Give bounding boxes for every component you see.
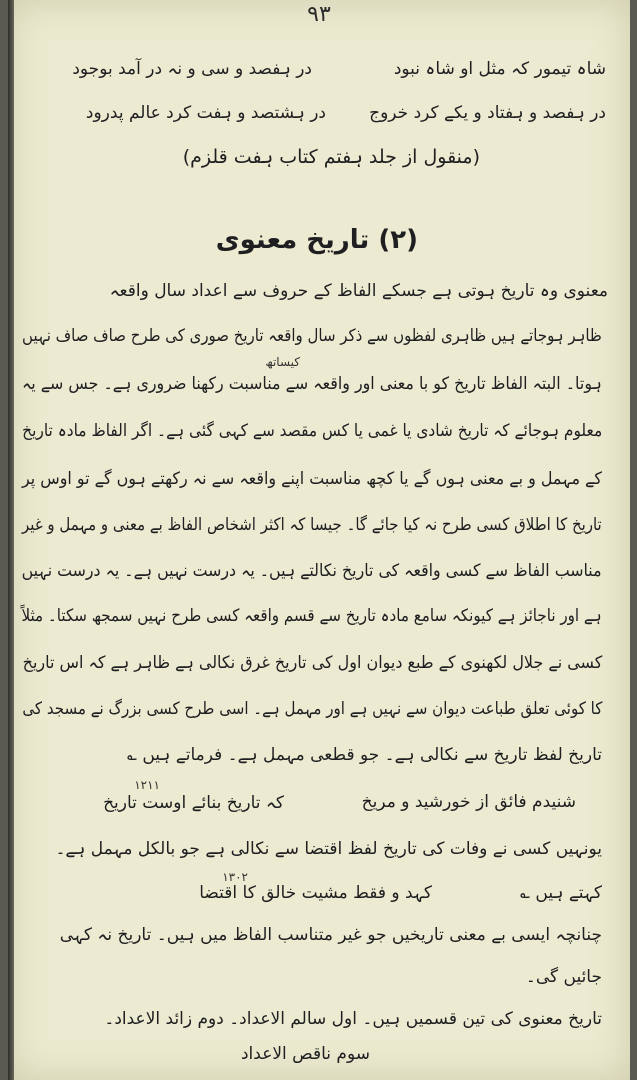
book-page (8, 0, 630, 1080)
verse-mid-right: شنیدم فائق از خورشید و مریخ (361, 792, 576, 812)
body-line: کہتے ہیں ؎ (520, 883, 602, 903)
body-line: کا کوئی تعلق طباعت دیوان سے نہیں ہے اور مہمل ہے۔ اسی طرح کسی بزرگ نے مسجد کی (21, 699, 602, 719)
body-line: کسی نے جلال لکھنوی کے طبع دیوان اول کی تاریخ غرق نکالی ہے ظاہر ہے کہ اس تاریخ (22, 653, 602, 673)
body-line: ظاہر ہوجاتے ہیں ظاہری لفظوں سے ذکر سال واقعہ تاریخ صوری کی طرح صاف صاف نہیں (22, 326, 602, 346)
body-line: جائیں گی۔ (525, 967, 602, 987)
body-line: تاریخ کا اطلاق کسی طرح نہ کیا جائے گا۔ جیسا کہ اکثر اشخاص الفاظ بے معنی و مہمل و غیر (22, 515, 602, 535)
section-heading: (۲) تاریخ معنوی (215, 225, 418, 255)
body-line: ہوتا۔ البتہ الفاظ تاریخ کو با معنی اور واقعہ سے مناسبت رکھنا ضروری ہے۔ جس سے یہ (22, 374, 602, 394)
verse-mid-year: ۱۲۱۱ (134, 778, 160, 792)
verse-top-line2-right: در ہفصد و ہفتاد و یکے کرد خروج (369, 103, 606, 123)
body-line: چنانچہ ایسی بے معنی تاریخیں جو غیر متناسب الفاظ میں ہیں۔ تاریخ نہ کہی (59, 925, 602, 945)
verse-top-line1-right: شاہ تیمور کہ مثل او شاہ نبود (393, 59, 606, 79)
body-line: تاریخ معنوی کی تین قسمیں ہیں۔ اول سالم الاعداد۔ دوم زائد الاعداد۔ (104, 1009, 602, 1029)
source-note: (منقول از جلد ہفتم کتاب ہفت قلزم) (182, 146, 480, 168)
body-line: مناسب الفاظ سے کسی واقعہ کی تاریخ نکالتے ہیں۔ یہ درست نہیں ہے۔ یہ درست نہیں (22, 561, 602, 581)
body-line: سوم ناقص الاعداد (240, 1044, 370, 1064)
verse-top-line2-left: در ہشتصد و ہفت کرد عالم پدرود (85, 103, 326, 123)
body-line: ہے اور ناجائز ہے کیونکہ سامع مادہ تاریخ سے قسم واقعہ کسی طرح نہیں سمجھ سکتا۔ مثلاً (21, 606, 602, 626)
interlinear-note: کیساتھ (265, 355, 300, 369)
verse-mid-left: کہ تاریخ بنائے اوست تاریخ (103, 793, 284, 813)
body-line: معلوم ہوجائے کہ تاریخ شادی یا غمی یا کس مقصد سے کہی گئی ہے۔ اگر الفاظ مادہ تاریخ (21, 421, 602, 441)
verse-top-line1-left: در ہفصد و سی و نہ در آمد بوجود (72, 59, 312, 79)
page-number: ۹۳ (307, 2, 331, 27)
page-binding-edge (8, 0, 14, 1080)
body-line: معنوی وہ تاریخ ہوتی ہے جسکے الفاظ کے حروف سے اعداد سال واقعہ (109, 281, 608, 301)
verse-low-year: ۱۳۰۲ (222, 870, 248, 884)
body-line: یونہیں کسی نے وفات کی تاریخ لفظ اقتضا سے نکالی ہے جو بالکل مہمل ہے۔ (55, 839, 602, 859)
verse-low-text: کہد و فقط مشیت خالق کا اقتضا (199, 883, 432, 903)
body-line: تاریخ لفظ تاریخ سے نکالی ہے۔ جو قطعی مہمل ہے۔ فرماتے ہیں ؎ (126, 745, 602, 765)
body-line: کے مہمل و بے معنی ہوں گے یا کچھ مناسبت اپنے واقعہ سے نہ رکھتے ہوں گے تو اوس پر (22, 469, 602, 489)
